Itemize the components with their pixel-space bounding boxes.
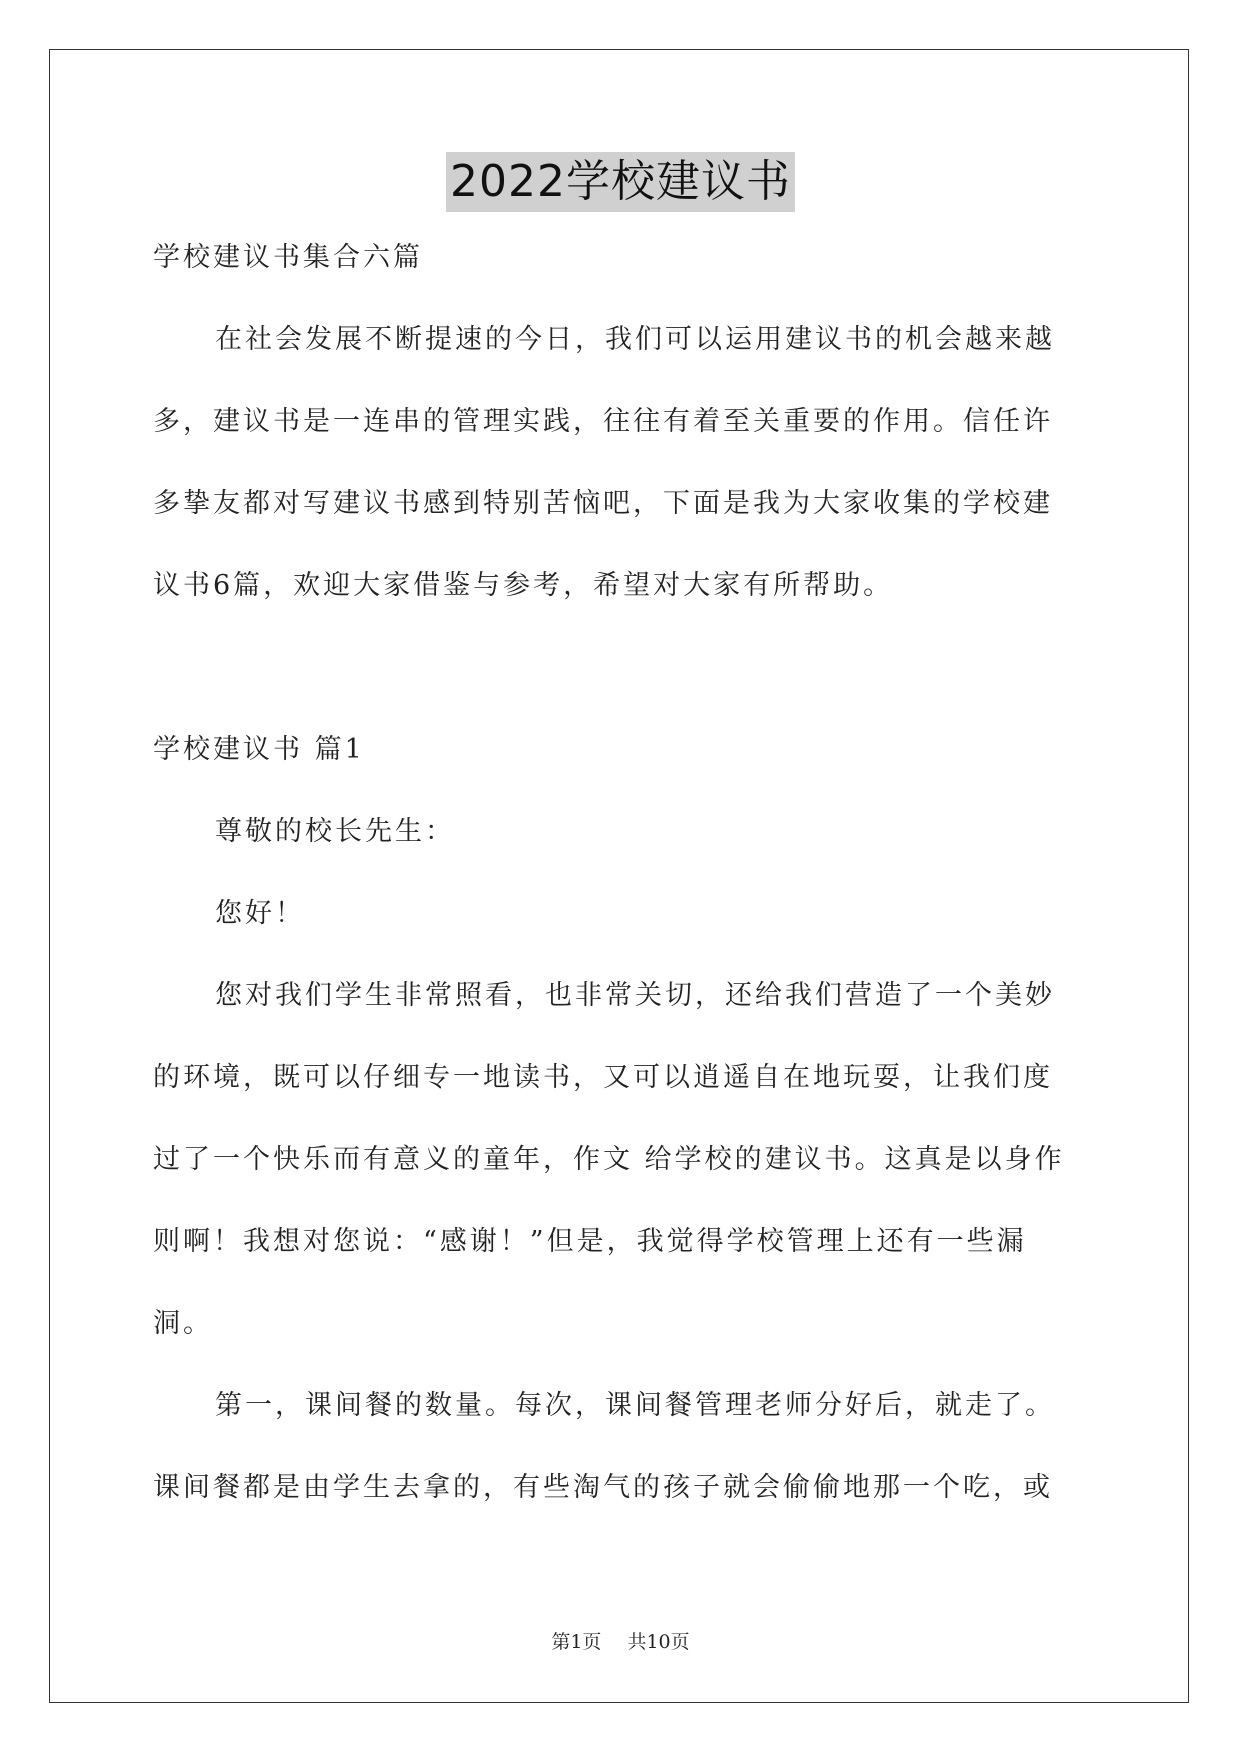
paragraph-line: 则啊！我想对您说：“感谢！”但是，我觉得学校管理上还有一些漏 <box>153 1226 1027 1257</box>
page-total: 共10页 <box>627 1631 690 1653</box>
paragraph-line: 课间餐都是由学生去拿的，有些淘气的孩子就会偷偷地那一个吃，或 <box>153 1472 1053 1503</box>
intro-line: 议书6篇，欢迎大家借鉴与参考，希望对大家有所帮助。 <box>153 570 894 601</box>
intro-line: 在社会发展不断提速的今日，我们可以运用建议书的机会越来越 <box>215 324 1055 355</box>
paragraph-line: 您对我们学生非常照看，也非常关切，还给我们营造了一个美妙 <box>215 980 1055 1011</box>
intro-line: 多挚友都对写建议书感到特别苦恼吧，下面是我为大家收集的学校建 <box>153 488 1053 519</box>
salutation: 尊敬的校长先生： <box>215 816 455 847</box>
title-container <box>0 152 1241 212</box>
paragraph-line: 第一，课间餐的数量。每次，课间餐管理老师分好后，就走了。 <box>215 1390 1055 1421</box>
document-title: 2022学校建议书 <box>446 152 795 212</box>
page-footer <box>0 1627 1241 1654</box>
document-body <box>153 238 1088 1550</box>
page-number: 第1页 <box>551 1631 602 1653</box>
paragraph-line: 的环境，既可以仔细专一地读书，又可以逍遥自在地玩耍，让我们度 <box>153 1062 1053 1093</box>
intro-line: 多，建议书是一连串的管理实践，往往有着至关重要的作用。信任许 <box>153 406 1053 437</box>
subtitle: 学校建议书集合六篇 <box>153 242 423 273</box>
spacer <box>153 648 1088 730</box>
greeting: 您好！ <box>215 898 305 929</box>
section-heading: 学校建议书 篇1 <box>153 734 365 765</box>
paragraph-line: 过了一个快乐而有意义的童年，作文 给学校的建议书。这真是以身作 <box>153 1144 1065 1175</box>
paragraph-line: 洞。 <box>153 1308 213 1339</box>
